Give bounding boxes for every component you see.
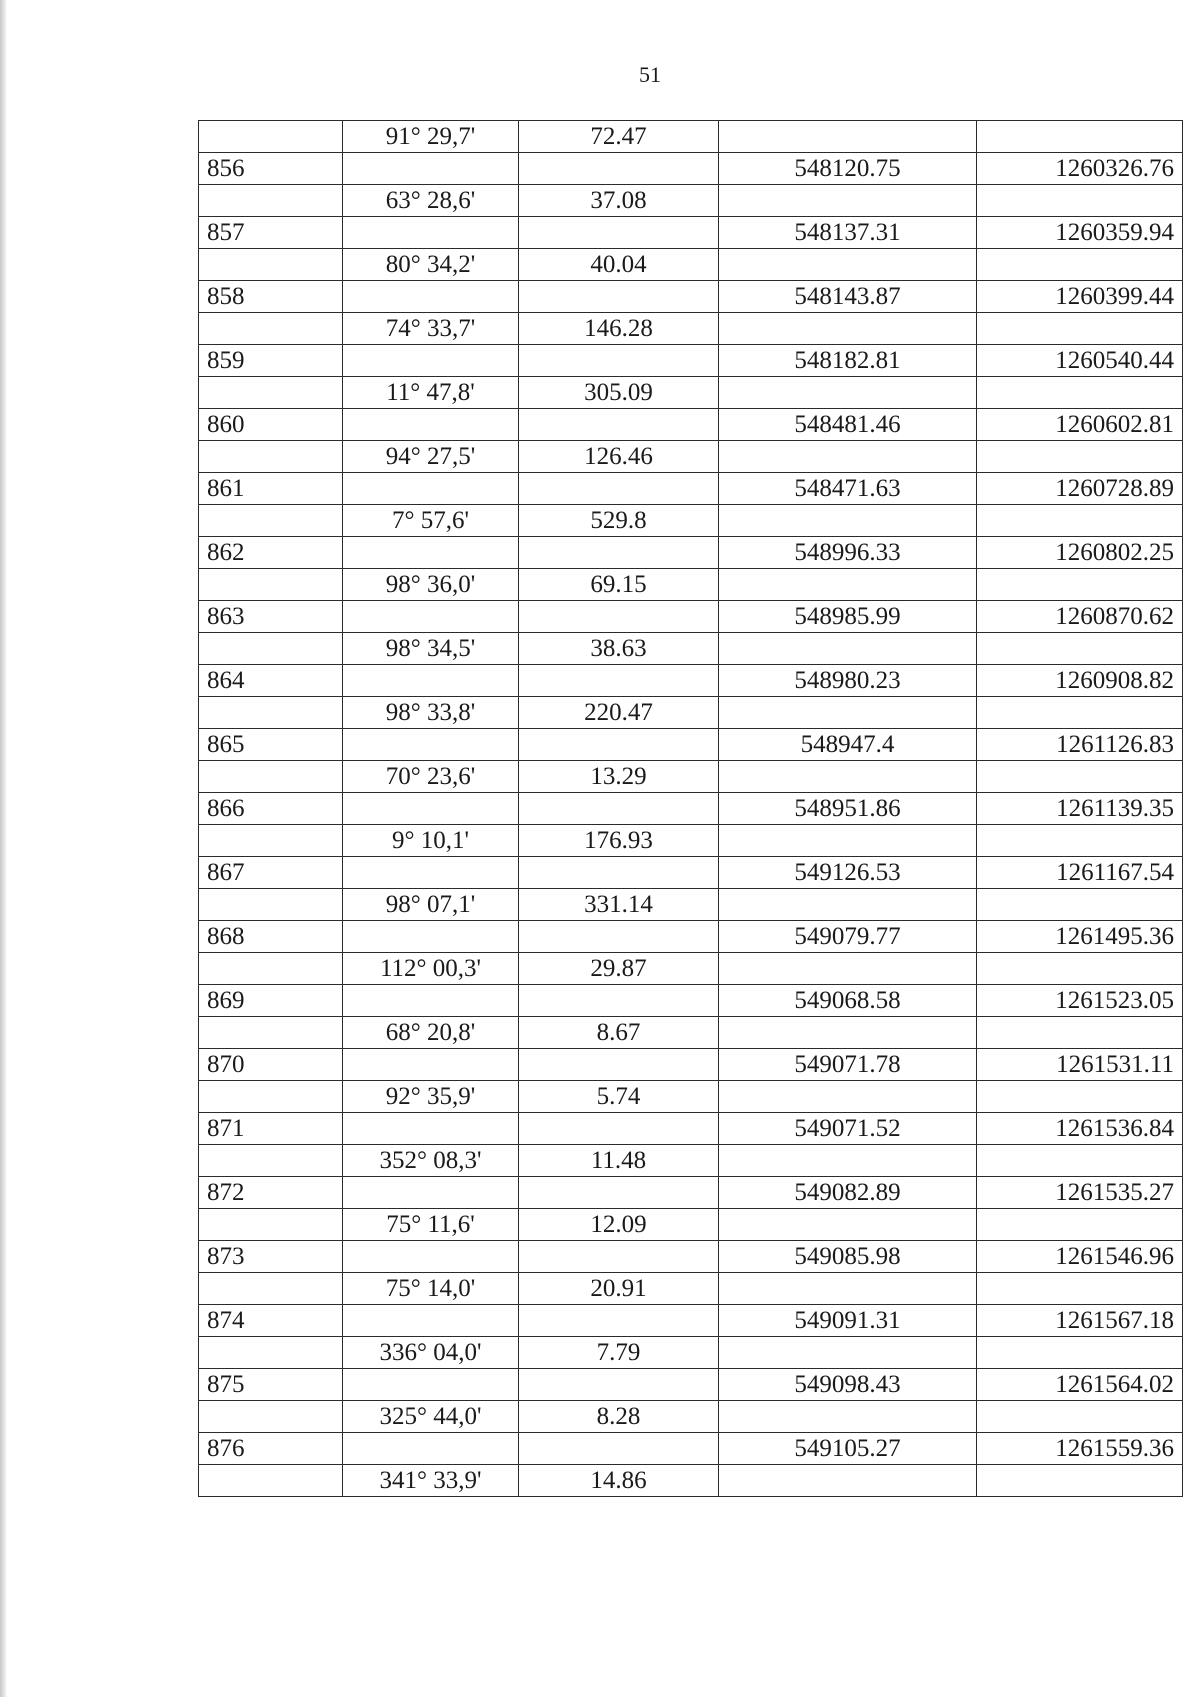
distance-cell: 7.79 [519, 1337, 719, 1369]
x-coordinate-cell: 548137.31 [719, 217, 977, 249]
distance-cell [519, 1113, 719, 1145]
point-number-cell: 858 [199, 281, 343, 313]
y-coordinate-cell: 1260359.94 [977, 217, 1183, 249]
x-coordinate-cell: 548996.33 [719, 537, 977, 569]
table-row [199, 1305, 1183, 1337]
distance-cell [519, 985, 719, 1017]
distance-cell: 12.09 [519, 1209, 719, 1241]
y-coordinate-cell [977, 697, 1183, 729]
distance-cell [519, 1177, 719, 1209]
distance-cell [519, 153, 719, 185]
table-row [199, 633, 1183, 665]
table-row [199, 473, 1183, 505]
direction-angle-cell [343, 793, 519, 825]
direction-angle-cell [343, 1113, 519, 1145]
point-number-cell [199, 1337, 343, 1369]
point-number-cell: 857 [199, 217, 343, 249]
y-coordinate-cell [977, 1209, 1183, 1241]
distance-cell: 72.47 [519, 121, 719, 153]
direction-angle-cell [343, 217, 519, 249]
x-coordinate-cell [719, 1145, 977, 1177]
distance-cell: 8.67 [519, 1017, 719, 1049]
distance-cell: 331.14 [519, 889, 719, 921]
table-row [199, 985, 1183, 1017]
y-coordinate-cell [977, 1337, 1183, 1369]
point-number-cell: 866 [199, 793, 343, 825]
direction-angle-cell [343, 153, 519, 185]
direction-angle-cell [343, 857, 519, 889]
x-coordinate-cell [719, 761, 977, 793]
direction-angle-cell [343, 921, 519, 953]
direction-angle-cell [343, 985, 519, 1017]
table-row [199, 1401, 1183, 1433]
page-number: 51 [639, 62, 661, 87]
table-row [199, 1209, 1183, 1241]
direction-angle-cell [343, 1369, 519, 1401]
table-row [199, 281, 1183, 313]
point-number-cell [199, 377, 343, 409]
point-number-cell: 872 [199, 1177, 343, 1209]
distance-cell: 305.09 [519, 377, 719, 409]
x-coordinate-cell: 549068.58 [719, 985, 977, 1017]
distance-cell [519, 921, 719, 953]
x-coordinate-cell: 548143.87 [719, 281, 977, 313]
distance-cell [519, 281, 719, 313]
direction-angle-cell: 75° 11,6' [343, 1209, 519, 1241]
table-row [199, 1113, 1183, 1145]
y-coordinate-cell [977, 377, 1183, 409]
direction-angle-cell: 91° 29,7' [343, 121, 519, 153]
x-coordinate-cell [719, 825, 977, 857]
x-coordinate-cell: 549082.89 [719, 1177, 977, 1209]
distance-cell [519, 857, 719, 889]
distance-cell [519, 1241, 719, 1273]
direction-angle-cell: 112° 00,3' [343, 953, 519, 985]
distance-cell [519, 1305, 719, 1337]
direction-angle-cell [343, 281, 519, 313]
x-coordinate-cell [719, 1209, 977, 1241]
x-coordinate-cell: 548985.99 [719, 601, 977, 633]
point-number-cell [199, 569, 343, 601]
distance-cell [519, 793, 719, 825]
table-row [199, 665, 1183, 697]
distance-cell: 40.04 [519, 249, 719, 281]
table-row [199, 1017, 1183, 1049]
direction-angle-cell: 98° 07,1' [343, 889, 519, 921]
x-coordinate-cell [719, 569, 977, 601]
table-row [199, 1369, 1183, 1401]
direction-angle-cell: 336° 04,0' [343, 1337, 519, 1369]
direction-angle-cell [343, 1433, 519, 1465]
table-row [199, 313, 1183, 345]
table-row [199, 601, 1183, 633]
x-coordinate-cell: 549071.78 [719, 1049, 977, 1081]
x-coordinate-cell: 548182.81 [719, 345, 977, 377]
point-number-cell [199, 505, 343, 537]
point-number-cell: 871 [199, 1113, 343, 1145]
y-coordinate-cell [977, 121, 1183, 153]
y-coordinate-cell: 1260602.81 [977, 409, 1183, 441]
point-number-cell: 875 [199, 1369, 343, 1401]
distance-cell [519, 729, 719, 761]
point-number-cell [199, 1209, 343, 1241]
table-row [199, 1145, 1183, 1177]
direction-angle-cell [343, 1241, 519, 1273]
distance-cell: 69.15 [519, 569, 719, 601]
direction-angle-cell [343, 537, 519, 569]
table-row [199, 153, 1183, 185]
x-coordinate-cell [719, 185, 977, 217]
x-coordinate-cell: 549126.53 [719, 857, 977, 889]
table-row [199, 121, 1183, 153]
y-coordinate-cell [977, 761, 1183, 793]
direction-angle-cell: 98° 34,5' [343, 633, 519, 665]
direction-angle-cell: 325° 44,0' [343, 1401, 519, 1433]
y-coordinate-cell [977, 1145, 1183, 1177]
y-coordinate-cell [977, 1273, 1183, 1305]
direction-angle-cell: 341° 33,9' [343, 1465, 519, 1497]
x-coordinate-cell [719, 697, 977, 729]
table-row [199, 1337, 1183, 1369]
y-coordinate-cell: 1261139.35 [977, 793, 1183, 825]
table-row [199, 729, 1183, 761]
distance-cell [519, 473, 719, 505]
table-row [199, 185, 1183, 217]
direction-angle-cell: 94° 27,5' [343, 441, 519, 473]
x-coordinate-cell [719, 1081, 977, 1113]
distance-cell [519, 1369, 719, 1401]
direction-angle-cell: 98° 33,8' [343, 697, 519, 729]
point-number-cell [199, 441, 343, 473]
table-row [199, 889, 1183, 921]
point-number-cell: 869 [199, 985, 343, 1017]
distance-cell: 176.93 [519, 825, 719, 857]
y-coordinate-cell [977, 441, 1183, 473]
point-number-cell: 860 [199, 409, 343, 441]
x-coordinate-cell [719, 1465, 977, 1497]
y-coordinate-cell [977, 1401, 1183, 1433]
point-number-cell: 876 [199, 1433, 343, 1465]
x-coordinate-cell [719, 1273, 977, 1305]
point-number-cell: 873 [199, 1241, 343, 1273]
table-row [199, 1241, 1183, 1273]
y-coordinate-cell [977, 1081, 1183, 1113]
table-row [199, 537, 1183, 569]
distance-cell: 20.91 [519, 1273, 719, 1305]
y-coordinate-cell: 1260326.76 [977, 153, 1183, 185]
direction-angle-cell [343, 729, 519, 761]
point-number-cell [199, 1273, 343, 1305]
y-coordinate-cell: 1261567.18 [977, 1305, 1183, 1337]
point-number-cell: 863 [199, 601, 343, 633]
x-coordinate-cell: 548980.23 [719, 665, 977, 697]
coordinates-table [198, 120, 1183, 1497]
direction-angle-cell: 63° 28,6' [343, 185, 519, 217]
direction-angle-cell: 80° 34,2' [343, 249, 519, 281]
distance-cell [519, 1433, 719, 1465]
x-coordinate-cell [719, 505, 977, 537]
point-number-cell [199, 1145, 343, 1177]
point-number-cell: 862 [199, 537, 343, 569]
y-coordinate-cell: 1260399.44 [977, 281, 1183, 313]
y-coordinate-cell: 1260728.89 [977, 473, 1183, 505]
distance-cell: 38.63 [519, 633, 719, 665]
y-coordinate-cell: 1261531.11 [977, 1049, 1183, 1081]
table-row [199, 761, 1183, 793]
table-row [199, 569, 1183, 601]
point-number-cell [199, 1401, 343, 1433]
table-row [199, 1177, 1183, 1209]
point-number-cell [199, 633, 343, 665]
table-row [199, 825, 1183, 857]
table-row [199, 1049, 1183, 1081]
x-coordinate-cell [719, 1401, 977, 1433]
direction-angle-cell [343, 665, 519, 697]
x-coordinate-cell: 549105.27 [719, 1433, 977, 1465]
x-coordinate-cell: 549079.77 [719, 921, 977, 953]
x-coordinate-cell [719, 121, 977, 153]
distance-cell: 146.28 [519, 313, 719, 345]
point-number-cell [199, 249, 343, 281]
distance-cell [519, 345, 719, 377]
y-coordinate-cell: 1260908.82 [977, 665, 1183, 697]
table-row [199, 249, 1183, 281]
y-coordinate-cell: 1261167.54 [977, 857, 1183, 889]
x-coordinate-cell [719, 377, 977, 409]
table-row [199, 857, 1183, 889]
table-row [199, 345, 1183, 377]
direction-angle-cell: 98° 36,0' [343, 569, 519, 601]
direction-angle-cell [343, 601, 519, 633]
direction-angle-cell: 7° 57,6' [343, 505, 519, 537]
table-row [199, 793, 1183, 825]
point-number-cell [199, 825, 343, 857]
y-coordinate-cell: 1260540.44 [977, 345, 1183, 377]
table-row [199, 505, 1183, 537]
distance-cell: 37.08 [519, 185, 719, 217]
distance-cell [519, 409, 719, 441]
x-coordinate-cell: 548481.46 [719, 409, 977, 441]
x-coordinate-cell [719, 889, 977, 921]
distance-cell: 13.29 [519, 761, 719, 793]
distance-cell: 220.47 [519, 697, 719, 729]
y-coordinate-cell [977, 1017, 1183, 1049]
y-coordinate-cell: 1260870.62 [977, 601, 1183, 633]
distance-cell: 126.46 [519, 441, 719, 473]
direction-angle-cell: 92° 35,9' [343, 1081, 519, 1113]
table-row [199, 409, 1183, 441]
point-number-cell: 856 [199, 153, 343, 185]
direction-angle-cell: 68° 20,8' [343, 1017, 519, 1049]
distance-cell: 5.74 [519, 1081, 719, 1113]
distance-cell: 29.87 [519, 953, 719, 985]
x-coordinate-cell: 548947.4 [719, 729, 977, 761]
table-row [199, 1465, 1183, 1497]
x-coordinate-cell [719, 441, 977, 473]
direction-angle-cell: 74° 33,7' [343, 313, 519, 345]
x-coordinate-cell: 548120.75 [719, 153, 977, 185]
direction-angle-cell: 9° 10,1' [343, 825, 519, 857]
y-coordinate-cell: 1261536.84 [977, 1113, 1183, 1145]
table-row [199, 1081, 1183, 1113]
direction-angle-cell [343, 1049, 519, 1081]
y-coordinate-cell [977, 953, 1183, 985]
y-coordinate-cell [977, 185, 1183, 217]
direction-angle-cell: 11° 47,8' [343, 377, 519, 409]
scan-edge [0, 0, 6, 1697]
y-coordinate-cell [977, 313, 1183, 345]
y-coordinate-cell: 1261559.36 [977, 1433, 1183, 1465]
point-number-cell [199, 889, 343, 921]
x-coordinate-cell: 548471.63 [719, 473, 977, 505]
x-coordinate-cell [719, 1017, 977, 1049]
distance-cell: 14.86 [519, 1465, 719, 1497]
table-row [199, 697, 1183, 729]
point-number-cell [199, 1081, 343, 1113]
point-number-cell: 859 [199, 345, 343, 377]
y-coordinate-cell: 1261535.27 [977, 1177, 1183, 1209]
y-coordinate-cell: 1260802.25 [977, 537, 1183, 569]
point-number-cell [199, 761, 343, 793]
x-coordinate-cell: 549091.31 [719, 1305, 977, 1337]
distance-cell [519, 665, 719, 697]
y-coordinate-cell [977, 569, 1183, 601]
distance-cell [519, 1049, 719, 1081]
distance-cell [519, 537, 719, 569]
x-coordinate-cell: 549098.43 [719, 1369, 977, 1401]
point-number-cell: 874 [199, 1305, 343, 1337]
y-coordinate-cell [977, 1465, 1183, 1497]
point-number-cell [199, 1465, 343, 1497]
x-coordinate-cell [719, 953, 977, 985]
distance-cell [519, 601, 719, 633]
y-coordinate-cell: 1261523.05 [977, 985, 1183, 1017]
table-row [199, 953, 1183, 985]
point-number-cell [199, 185, 343, 217]
direction-angle-cell [343, 1177, 519, 1209]
point-number-cell: 870 [199, 1049, 343, 1081]
table-row [199, 217, 1183, 249]
direction-angle-cell [343, 1305, 519, 1337]
x-coordinate-cell [719, 633, 977, 665]
y-coordinate-cell: 1261495.36 [977, 921, 1183, 953]
table-body [199, 121, 1183, 1497]
y-coordinate-cell: 1261126.83 [977, 729, 1183, 761]
y-coordinate-cell: 1261546.96 [977, 1241, 1183, 1273]
distance-cell: 529.8 [519, 505, 719, 537]
x-coordinate-cell: 549085.98 [719, 1241, 977, 1273]
x-coordinate-cell [719, 249, 977, 281]
point-number-cell [199, 121, 343, 153]
y-coordinate-cell [977, 825, 1183, 857]
point-number-cell: 868 [199, 921, 343, 953]
direction-angle-cell: 70° 23,6' [343, 761, 519, 793]
point-number-cell [199, 1017, 343, 1049]
point-number-cell: 864 [199, 665, 343, 697]
distance-cell [519, 217, 719, 249]
direction-angle-cell: 352° 08,3' [343, 1145, 519, 1177]
y-coordinate-cell: 1261564.02 [977, 1369, 1183, 1401]
point-number-cell [199, 953, 343, 985]
point-number-cell: 865 [199, 729, 343, 761]
x-coordinate-cell [719, 313, 977, 345]
point-number-cell [199, 697, 343, 729]
table-row [199, 1273, 1183, 1305]
point-number-cell: 867 [199, 857, 343, 889]
point-number-cell [199, 313, 343, 345]
table-row [199, 441, 1183, 473]
direction-angle-cell [343, 345, 519, 377]
y-coordinate-cell [977, 633, 1183, 665]
point-number-cell: 861 [199, 473, 343, 505]
distance-cell: 11.48 [519, 1145, 719, 1177]
direction-angle-cell: 75° 14,0' [343, 1273, 519, 1305]
y-coordinate-cell [977, 505, 1183, 537]
direction-angle-cell [343, 409, 519, 441]
table-row [199, 1433, 1183, 1465]
direction-angle-cell [343, 473, 519, 505]
x-coordinate-cell: 549071.52 [719, 1113, 977, 1145]
y-coordinate-cell [977, 249, 1183, 281]
distance-cell: 8.28 [519, 1401, 719, 1433]
x-coordinate-cell: 548951.86 [719, 793, 977, 825]
x-coordinate-cell [719, 1337, 977, 1369]
y-coordinate-cell [977, 889, 1183, 921]
table-row [199, 377, 1183, 409]
table-row [199, 921, 1183, 953]
